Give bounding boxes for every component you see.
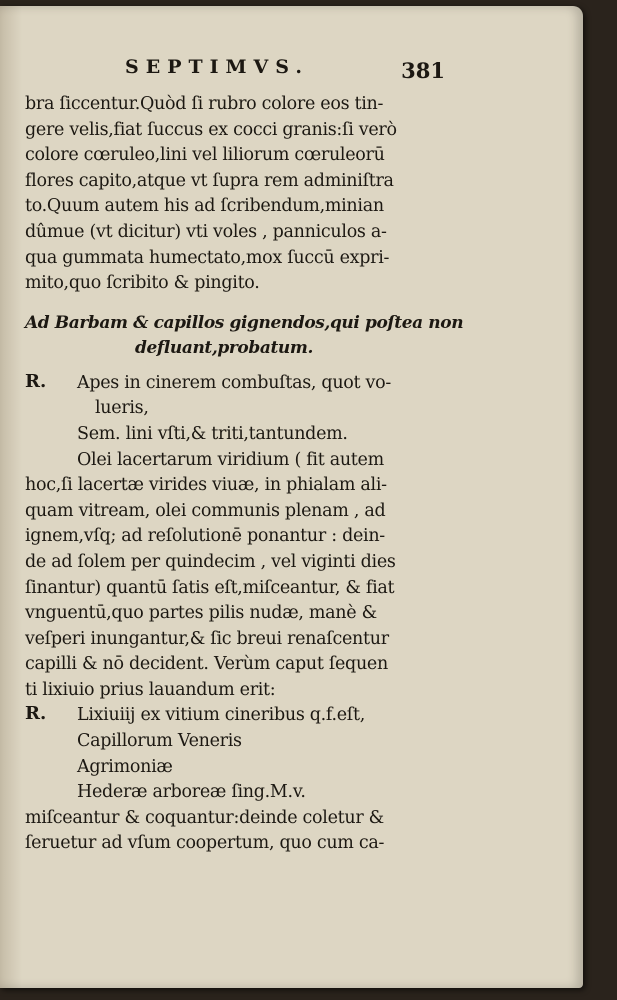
recipe-line: Apes in cinerem combuſtas, quot vo-	[77, 372, 391, 393]
text-line: hoc,ſi lacertæ virides viuæ, in phialam ali-	[25, 475, 387, 496]
running-title: SEPTIMVS.	[125, 56, 309, 78]
recipe-line: lueris,	[95, 398, 149, 419]
text-line: qua gummata humectato,mox ſuccū expri-	[25, 247, 390, 268]
running-head	[25, 56, 455, 92]
section-heading	[25, 311, 464, 361]
recipe-line: Capillorum Veneris	[77, 731, 242, 752]
book-page	[0, 6, 583, 988]
recipe-2	[25, 703, 455, 805]
text-line: miſceantur & coquantur:deinde coletur &	[25, 807, 384, 828]
text-line: mito,quo ſcribito & pingito.	[25, 273, 260, 294]
text-line: de ad ſolem per quindecim , vel viginti dies	[25, 551, 396, 572]
paragraph-3	[25, 806, 455, 857]
recipe-symbol: R.	[25, 370, 47, 392]
text-line: gere velis,fiat ſuccus ex cocci granis:ſi verò	[25, 119, 397, 140]
recipe-1	[25, 371, 455, 473]
text-line: bra ſiccentur.Quòd ſi rubro colore eos tin-	[25, 94, 384, 114]
recipe-symbol: R.	[25, 703, 47, 725]
text-line: ignem,vſq; ad reſolutionē ponantur : dein-	[25, 526, 385, 547]
recipe-line: Hederæ arboreæ ſing.M.v.	[77, 782, 306, 803]
paragraph-1	[25, 92, 455, 297]
text-line: ſeruetur ad vſum coopertum, quo cum ca-	[25, 833, 385, 854]
text-line: ti lixiuio prius lauandum erit:	[25, 679, 276, 700]
recipe-line: Sem. lini vſti,& triti,tantundem.	[77, 423, 348, 444]
text-line: ſinantur) quantū ſatis eſt,miſceantur, & fiat	[25, 577, 395, 598]
recipe-line: Lixiuiij ex vitium cineribus q.f.eſt,	[77, 705, 365, 726]
page-number: 381	[401, 58, 445, 83]
heading-line: Ad Barbam & capillos gignendos,qui poſtea non	[25, 312, 464, 333]
heading-line: defluant,probatum.	[135, 337, 313, 358]
text-line: capilli & nō decident. Verùm caput ſequen	[25, 654, 388, 675]
text-line: quam vitream, olei communis plenam , ad	[25, 500, 386, 521]
text-line: colore cœruleo,lini vel liliorum cœruleorū	[25, 145, 385, 166]
text-line: veſperi inungantur,& ſic breui renaſcentur	[25, 628, 389, 649]
text-line: flores capito,atque vt ſupra rem adminiſtra	[25, 170, 394, 191]
text-line: to.Quum autem his ad ſcribendum,minian	[25, 196, 384, 217]
recipe-line: Olei lacertarum viridium ( fit autem	[77, 449, 384, 470]
text-line: dûmue (vt dicitur) vti voles , panniculos a-	[25, 221, 387, 242]
page-text	[25, 56, 464, 857]
recipe-line: Agrimoniæ	[77, 756, 173, 777]
paragraph-2	[25, 473, 455, 703]
text-line: vnguentū,quo partes pilis nudæ, manè &	[25, 603, 377, 624]
